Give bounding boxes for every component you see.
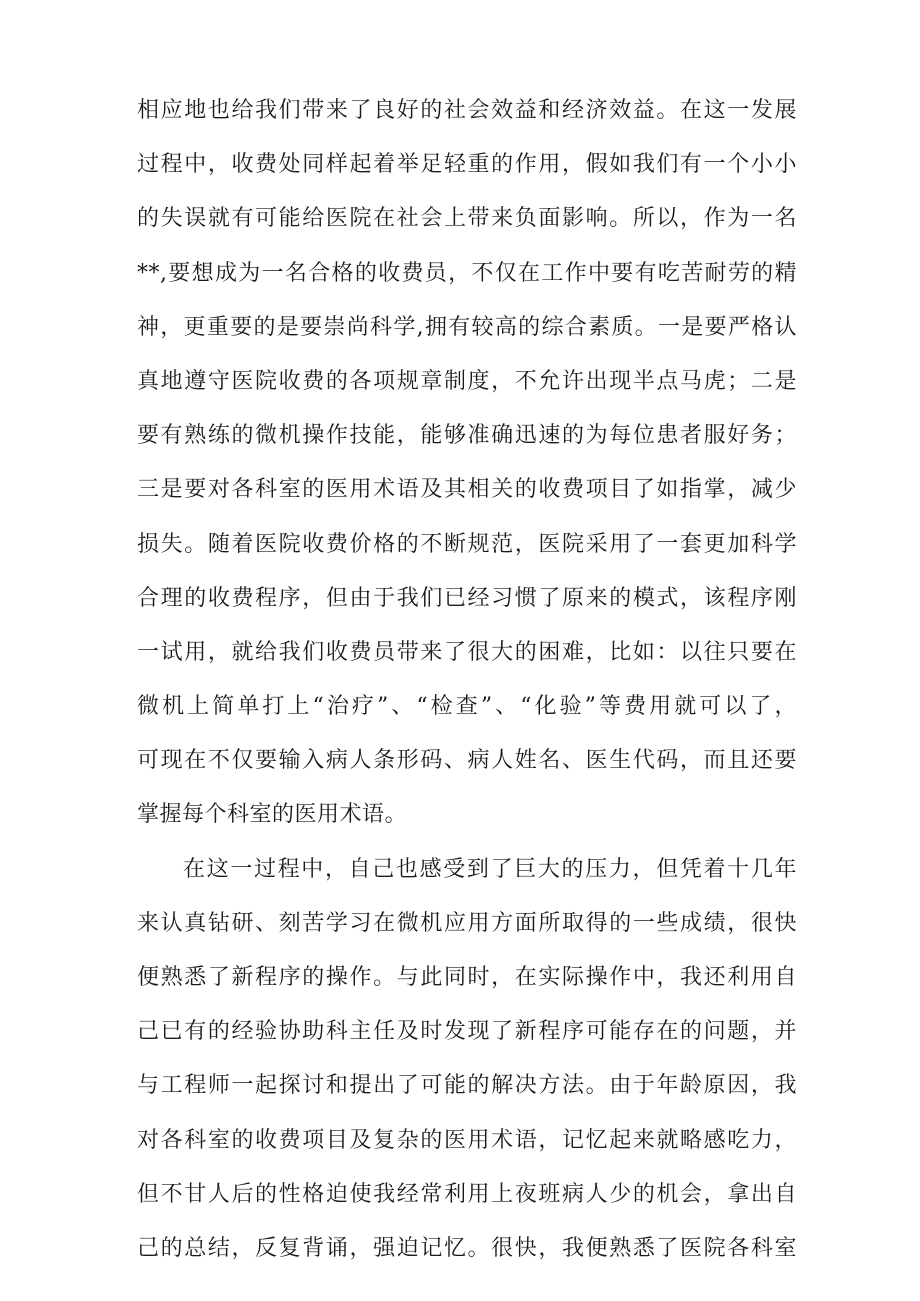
text-line: 相应地也给我们带来了良好的社会效益和经济效益。在这一发展 [137,98,797,123]
text-line: 损失。随着医院收费价格的不断规范，医院采用了一套更加科学 [137,531,797,557]
text-line: 掌握每个科室的医用术语。 [137,802,408,828]
text-line: 的失误就有可能给医院在社会上带来负面影响。所以，作为一名 [137,206,797,232]
text-line: 神，更重要的是要崇尚科学,拥有较高的综合素质。一是要严格认 [137,314,797,340]
text-line: 与工程师一起探讨和提出了可能的解决方法。由于年龄原因，我 [137,1073,797,1099]
text-line: 真地遵守医院收费的各项规章制度，不允许出现半点马虎；二是 [137,368,797,394]
text-line: 己的总结，反复背诵，强迫记忆。很快，我便熟悉了医院各科室 [137,1235,797,1261]
text-line: 一试用，就给我们收费员带来了很大的困难，比如：以往只要在 [137,639,797,665]
text-line: 便熟悉了新程序的操作。与此同时，在实际操作中，我还利用自 [137,965,797,990]
text-line: 微机上简单打上“治疗”、“检查”、“化验”等费用就可以了， [137,694,797,720]
text-line: 要有熟练的微机操作技能，能够准确迅速的为每位患者服好务； [137,423,797,449]
text-line: 己已有的经验协助科主任及时发现了新程序可能存在的问题，并 [137,1019,797,1045]
document-body [137,96,797,1288]
text-line: 可现在不仅要输入病人条形码、病人姓名、医生代码，而且还要 [137,748,797,774]
text-line: 在这一过程中，自己也感受到了巨大的压力，但凭着十几年 [183,856,797,882]
paragraph-1 [137,96,797,830]
paragraph-2 [137,855,797,1264]
text-line: 过程中，收费处同样起着举足轻重的作用，假如我们有一个小小 [137,152,797,178]
text-line: 合理的收费程序，但由于我们已经习惯了原来的模式，该程序刚 [137,585,797,611]
text-line: 对各科室的收费项目及复杂的医用术语，记忆起来就略感吃力， [137,1127,797,1153]
text-line: 来认真钻研、刻苦学习在微机应用方面所取得的一些成绩，很快 [137,910,797,936]
text-line: 但不甘人后的性格迫使我经常利用上夜班病人少的机会，拿出自 [137,1181,797,1207]
text-line: 三是要对各科室的医用术语及其相关的收费项目了如指掌，减少 [137,477,797,503]
text-line: **,要想成为一名合格的收费员，不仅在工作中要有吃苦耐劳的精 [137,260,797,286]
